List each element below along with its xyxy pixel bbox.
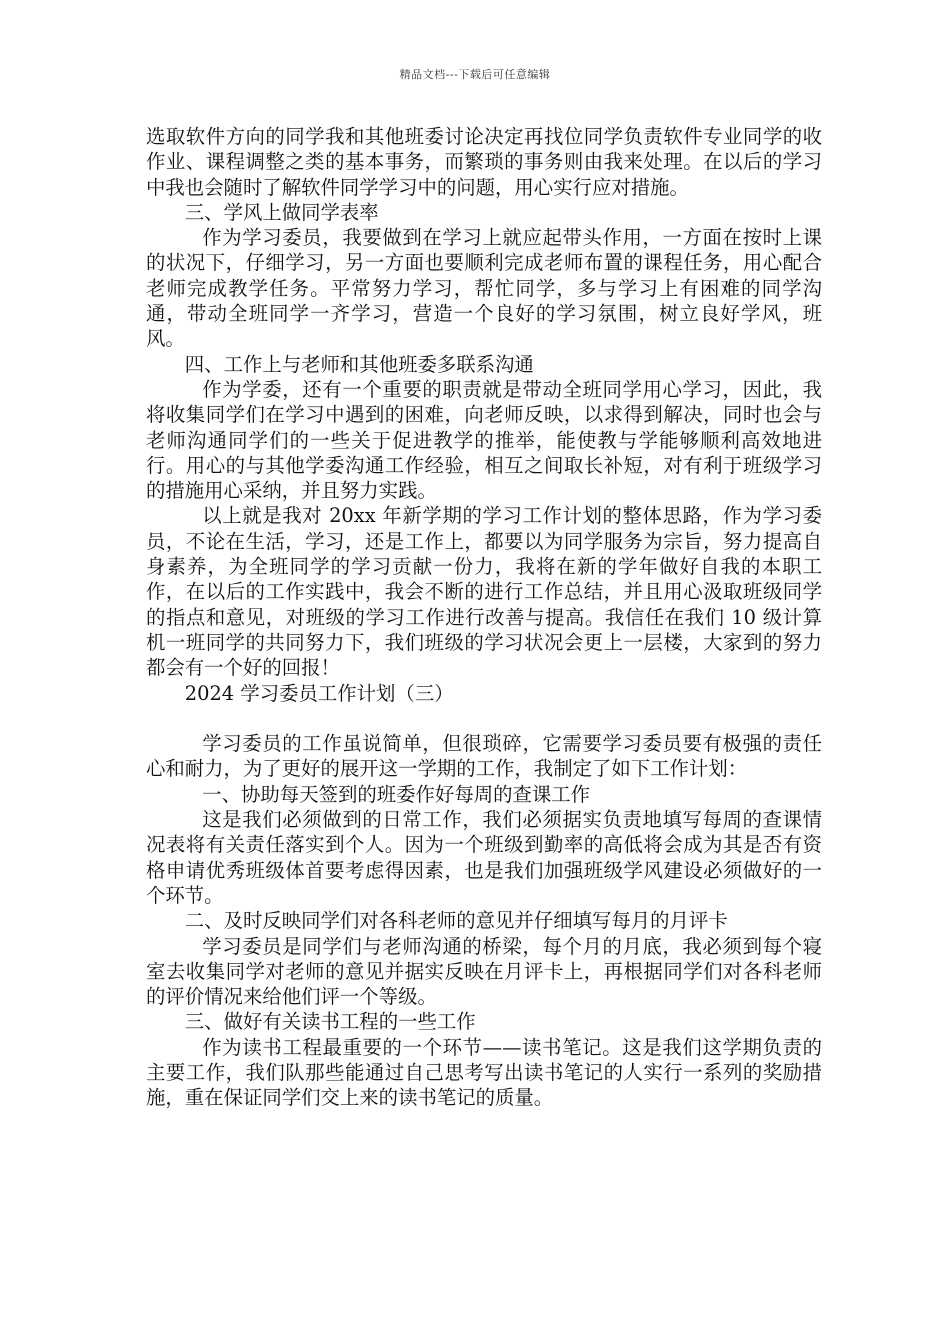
paragraph: 选取软件方向的同学我和其他班委讨论决定再找位同学负责软件专业同学的收作业、课程调整之类的基本事务，而繁琐的事务则由我来处理。在以后的学习中我也会随时了解软件同学学习中的问题，用心实行应对措施。 [146,125,822,199]
paragraph: 作为学委，还有一个重要的职责就是带动全班同学用心学习，因此，我将收集同学们在学习中遇到的困难，向老师反映，以求得到解决，同时也会与老师沟通同学们的一些关于促进教学的推举，能使教与学能够顺利高效地进行。用心的与其他学委沟通工作经验，相互之间取长补短，对有利于班级学习的措施用心采纳，并且努力实践。 [146,377,822,503]
section-heading: 三、做好有关读书工程的一些工作 [184,1010,476,1034]
paragraph: 学习委员的工作虽说简单，但很琐碎，它需要学习委员要有极强的责任心和耐力，为了更好的展开这一学期的工作，我制定了如下工作计划： [146,732,822,781]
paragraph: 以上就是我对 20xx 年新学期的学习工作计划的整体思路，作为学习委员，不论在生活，学习，还是工作上，都要以为同学服务为宗旨，努力提高自身素养，为全班同学的学习贡献一份力，我将在新的学年做好自我的本职工作，在以后的工作实践中，我会不断的进行工作总结，并且用心汲取班级同学的指点和意见，对班级的学习工作进行改善与提高。我信任在我们 10 级计算机一班同学的共同努力下，我们班级的学习状况会更上一层楼，大家到的努力都会有一个好的回报！ [146,504,822,680]
paragraph: 这是我们必须做到的日常工作，我们必须据实负责地填写每周的查课情况表将有关责任落实到个人。因为一个班级到勤率的高低将会成为其是否有资格申请优秀班级体首要考虑得因素，也是我们加强班级学风建设必须做好的一个环节。 [146,808,822,907]
section-heading: 四、工作上与老师和其他班委多联系沟通 [184,352,534,376]
paragraph: 作为读书工程最重要的一个环节——读书笔记。这是我们这学期负责的主要工作，我们队那些能通过自己思考写出读书笔记的人实行一系列的奖励措施，重在保证同学们交上来的读书笔记的质量。 [146,1035,822,1110]
paragraph: 作为学习委员，我要做到在学习上就应起带头作用，一方面在按时上课的状况下，仔细学习，另一方面也要顺利完成老师布置的课程任务，用心配合老师完成教学任务。平常努力学习，帮忙同学，多与学习上有困难的同学沟通，带动全班同学一齐学习，营造一个良好的学习氛围，树立良好学风，班风。 [146,226,822,351]
paragraph: 学习委员是同学们与老师沟通的桥梁，每个月的月底，我必须到每个寝室去收集同学对老师的意见并据实反映在月评卡上，再根据同学们对各科老师的评价情况来给他们评一个等级。 [146,934,822,1009]
section-heading: 一、协助每天签到的班委作好每周的查课工作 [202,782,591,806]
blank-line [146,706,822,731]
page-header: 精品文档---下载后可任意编辑 [399,68,551,81]
document-section-title: 2024 学习委员工作计划（三） [184,681,454,705]
section-heading: 二、及时反映同学们对各科老师的意见并仔细填写每月的月评卡 [184,909,728,933]
document-body [146,124,822,1111]
section-heading: 三、学风上做同学表率 [184,200,379,224]
